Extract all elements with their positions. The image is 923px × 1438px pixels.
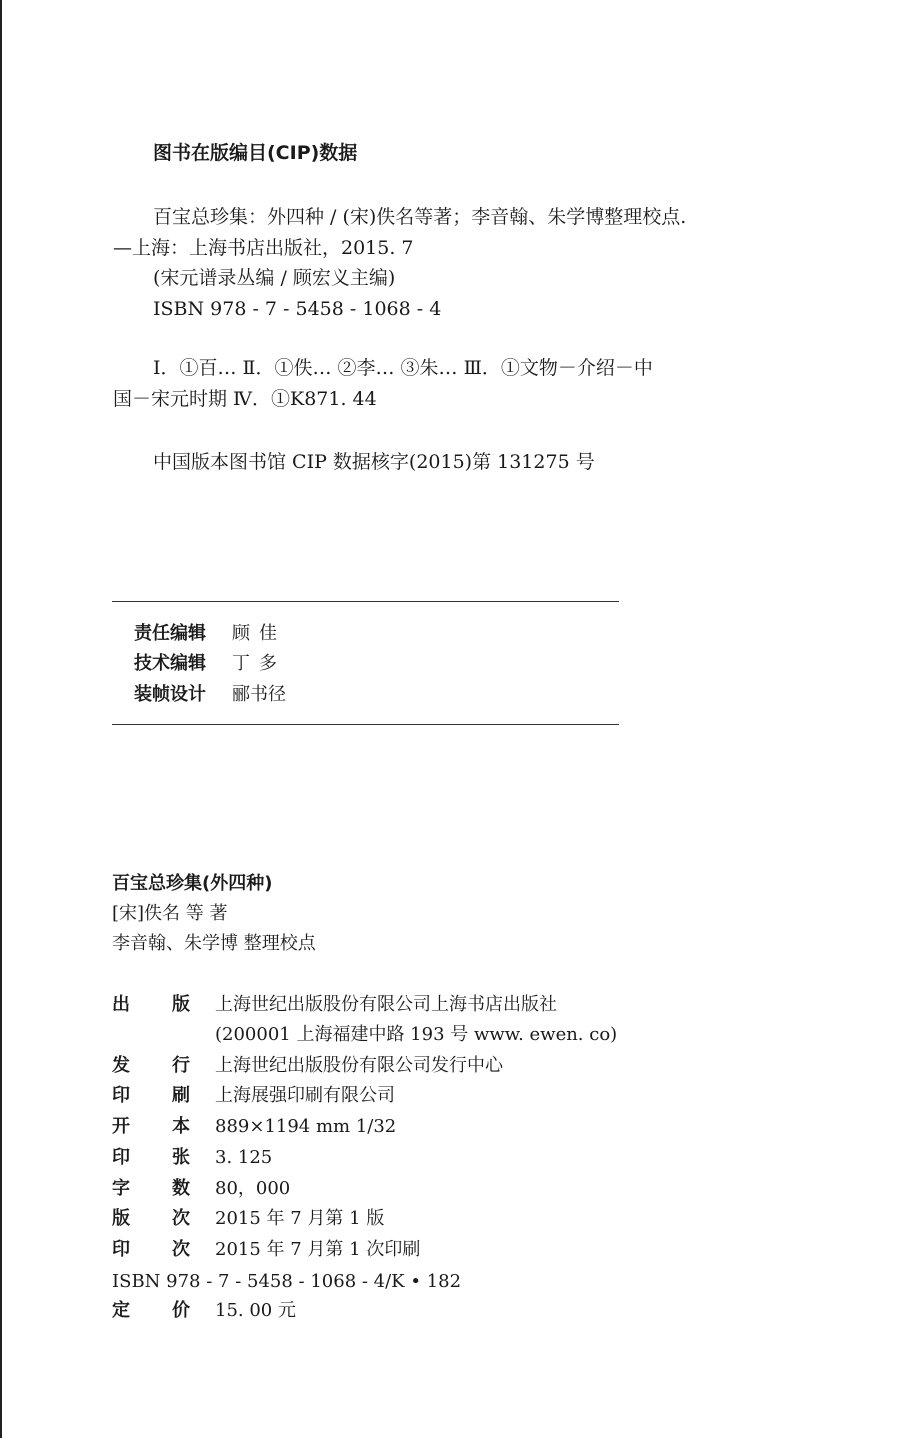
book-title: 百宝总珍集(外四种) bbox=[112, 873, 273, 894]
colophon-key: 印 bbox=[112, 1147, 130, 1168]
book-author: [宋]佚名 等 著 bbox=[112, 903, 228, 924]
credit-label: 技术编辑 bbox=[134, 653, 206, 674]
colophon-value: 上海展强印刷有限公司 bbox=[215, 1085, 395, 1106]
credit-label: 装帧设计 bbox=[134, 684, 206, 705]
cip-line-2: —上海：上海书店出版社，2015. 7 bbox=[113, 237, 414, 259]
credit-row bbox=[134, 620, 286, 648]
credit-row bbox=[134, 681, 286, 709]
credit-value: 郦书径 bbox=[232, 684, 286, 705]
colophon-key: 出 bbox=[112, 994, 130, 1015]
colophon-value: 15. 00 元 bbox=[215, 1300, 296, 1321]
colophon-key: 印 bbox=[112, 1085, 130, 1106]
cip-heading: 图书在版编目(CIP)数据 bbox=[153, 142, 358, 164]
credit-row bbox=[134, 650, 286, 678]
credit-value: 顾佳 bbox=[232, 623, 286, 644]
colophon-value: 3. 125 bbox=[215, 1147, 273, 1168]
colophon-value: (200001 上海福建中路 193 号 www. ewen. co) bbox=[215, 1024, 618, 1045]
colophon-key: 本 bbox=[172, 1116, 190, 1137]
cip-subject-line-2: 国－宋元时期 Ⅳ．①K871. 44 bbox=[113, 388, 377, 410]
colophon-key: 定 bbox=[112, 1300, 130, 1321]
colophon-key: 发 bbox=[112, 1055, 130, 1076]
colophon-value: 80，000 bbox=[215, 1178, 291, 1199]
cip-line-1: 百宝总珍集：外四种 / (宋)佚名等著；李音翰、朱学博整理校点. bbox=[153, 206, 687, 228]
colophon-key: 字 bbox=[112, 1178, 130, 1199]
cip-line-3: (宋元谱录丛编 / 顾宏义主编) bbox=[153, 267, 396, 289]
colophon-key: 张 bbox=[172, 1147, 190, 1168]
credits-bottom-rule bbox=[112, 724, 619, 725]
colophon-key: 价 bbox=[172, 1300, 190, 1321]
colophon-key: 数 bbox=[172, 1178, 190, 1199]
colophon-value: 2015 年 7 月第 1 版 bbox=[215, 1208, 385, 1229]
colophon-value: 上海世纪出版股份有限公司发行中心 bbox=[215, 1055, 503, 1076]
colophon-key: 版 bbox=[172, 994, 190, 1015]
colophon-value: 889×1194 mm 1/32 bbox=[215, 1116, 397, 1137]
isbn-full: ISBN 978 - 7 - 5458 - 1068 - 4/K • 182 bbox=[112, 1271, 462, 1292]
colophon-key: 次 bbox=[172, 1239, 190, 1260]
cip-core-record: 中国版本图书馆 CIP 数据核字(2015)第 131275 号 bbox=[153, 451, 595, 473]
colophon-key: 版 bbox=[112, 1208, 130, 1229]
credit-value: 丁多 bbox=[232, 653, 286, 674]
colophon-value: 2015 年 7 月第 1 次印刷 bbox=[215, 1239, 421, 1260]
colophon-key: 行 bbox=[172, 1055, 190, 1076]
colophon-key: 刷 bbox=[172, 1085, 190, 1106]
colophon-key: 次 bbox=[172, 1208, 190, 1229]
colophon-value: 上海世纪出版股份有限公司上海书店出版社 bbox=[215, 994, 557, 1015]
colophon-key: 开 bbox=[112, 1116, 130, 1137]
cip-line-4: ISBN 978 - 7 - 5458 - 1068 - 4 bbox=[153, 298, 442, 320]
credits-top-rule bbox=[112, 601, 619, 602]
credit-label: 责任编辑 bbox=[134, 623, 206, 644]
colophon-key: 印 bbox=[112, 1239, 130, 1260]
book-editors: 李音翰、朱学博 整理校点 bbox=[112, 933, 316, 954]
cip-subject-line-1: Ⅰ．①百… Ⅱ．①佚… ②李… ③朱… Ⅲ．①文物－介绍－中 bbox=[153, 357, 653, 379]
